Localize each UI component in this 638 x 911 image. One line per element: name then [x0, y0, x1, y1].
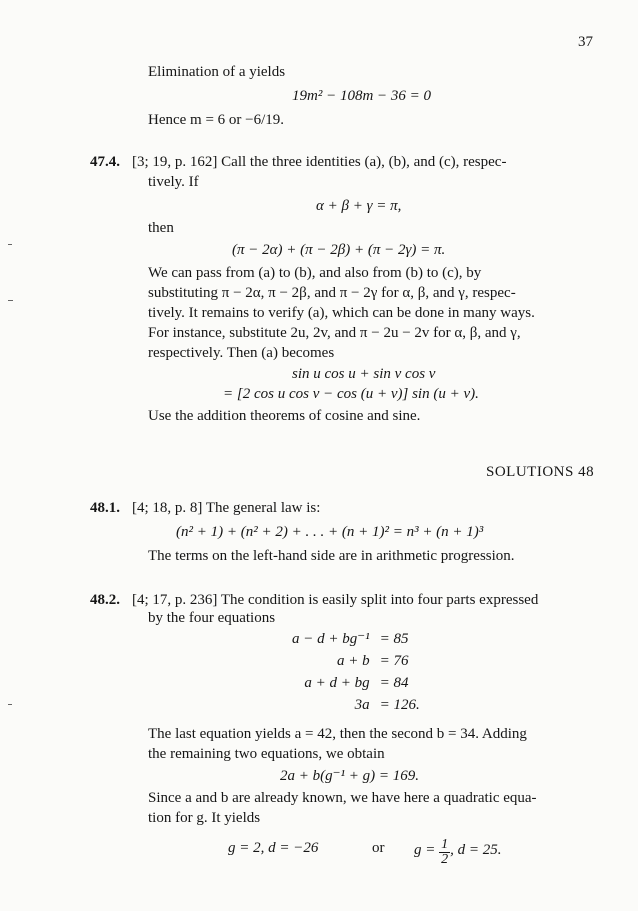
- equation-rhs: = 85: [379, 631, 409, 647]
- equation-rhs: = 126.: [379, 697, 420, 713]
- equation-row: [292, 672, 420, 694]
- text-line: For instance, substitute 2u, 2v, and π − 2u − 2v for α, β, and γ,: [148, 325, 521, 341]
- fraction-denominator: 2: [441, 852, 449, 867]
- scan-mark: [8, 704, 12, 705]
- text-line: Elimination of a yields: [148, 64, 286, 80]
- text-line: substituting π − 2α, π − 2β, and π − 2γ for α, β, and γ, respec-: [148, 285, 516, 301]
- equation-rhs: = 84: [379, 675, 409, 691]
- equation-system: [292, 628, 420, 716]
- equation: α + β + γ = π,: [316, 198, 402, 214]
- equation-lhs: a + b: [337, 653, 370, 669]
- equation-part: g =: [414, 842, 436, 858]
- text-line: respectively. Then (a) becomes: [148, 345, 335, 361]
- page-number: 37: [578, 34, 593, 50]
- fraction-numerator: 1: [441, 837, 449, 852]
- text-line: or: [372, 840, 385, 856]
- text-line: the remaining two equations, we obtain: [148, 746, 385, 762]
- text-line: [4; 18, p. 8] The general law is:: [132, 500, 321, 516]
- text-line: [3; 19, p. 162] Call the three identities (a), (b), and (c), respec-: [132, 154, 507, 170]
- equation-rhs: = 76: [379, 653, 409, 669]
- equation: sin u cos u + sin v cos v: [292, 366, 436, 382]
- scan-mark: [8, 244, 12, 245]
- equation: g = 2, d = −26: [228, 840, 319, 856]
- equation-lhs: 3a: [354, 697, 370, 713]
- equation-part: , d = 25.: [450, 842, 502, 858]
- equation: (π − 2α) + (π − 2β) + (π − 2γ) = π.: [232, 242, 446, 258]
- text-line: [4; 17, p. 236] The condition is easily split into four parts expressed: [132, 592, 539, 608]
- equation: (n² + 1) + (n² + 2) + . . . + (n + 1)² = n³ + (n + 1)³: [176, 524, 484, 540]
- text-line: by the four equations: [148, 610, 276, 626]
- text-line: tively. If: [148, 174, 199, 190]
- text-line: The terms on the left-hand side are in arithmetic progression.: [148, 548, 515, 564]
- text-line: then: [148, 220, 174, 236]
- text-line: tion for g. It yields: [148, 810, 261, 826]
- problem-number: 48.2.: [90, 592, 120, 608]
- text-line: The last equation yields a = 42, then the second b = 34. Adding: [148, 726, 527, 742]
- text-line: tively. It remains to verify (a), which can be done in many ways.: [148, 305, 535, 321]
- problem-number: 48.1.: [90, 500, 120, 516]
- scan-mark: [8, 300, 13, 301]
- text-line: We can pass from (a) to (b), and also from (b) to (c), by: [148, 265, 482, 281]
- text-line: Since a and b are already known, we have here a quadratic equa-: [148, 790, 537, 806]
- problem-number: 47.4.: [90, 154, 120, 170]
- section-heading: SOLUTIONS 48: [486, 464, 595, 480]
- equation: 2a + b(g⁻¹ + g) = 169.: [280, 768, 420, 784]
- equation-lhs: a + d + bg: [304, 675, 370, 691]
- fraction: [439, 838, 450, 867]
- equation-row: [292, 650, 420, 672]
- equation: [414, 838, 502, 867]
- equation: = [2 cos u cos v − cos (u + v)] sin (u + v).: [223, 386, 479, 402]
- equation: 19m² − 108m − 36 = 0: [292, 88, 432, 104]
- equation-row: [292, 694, 420, 716]
- text-line: Use the addition theorems of cosine and sine.: [148, 408, 421, 424]
- equation-lhs: a − d + bg⁻¹: [292, 631, 370, 647]
- text-line: Hence m = 6 or −6/19.: [148, 112, 285, 128]
- equation-row: [292, 628, 420, 650]
